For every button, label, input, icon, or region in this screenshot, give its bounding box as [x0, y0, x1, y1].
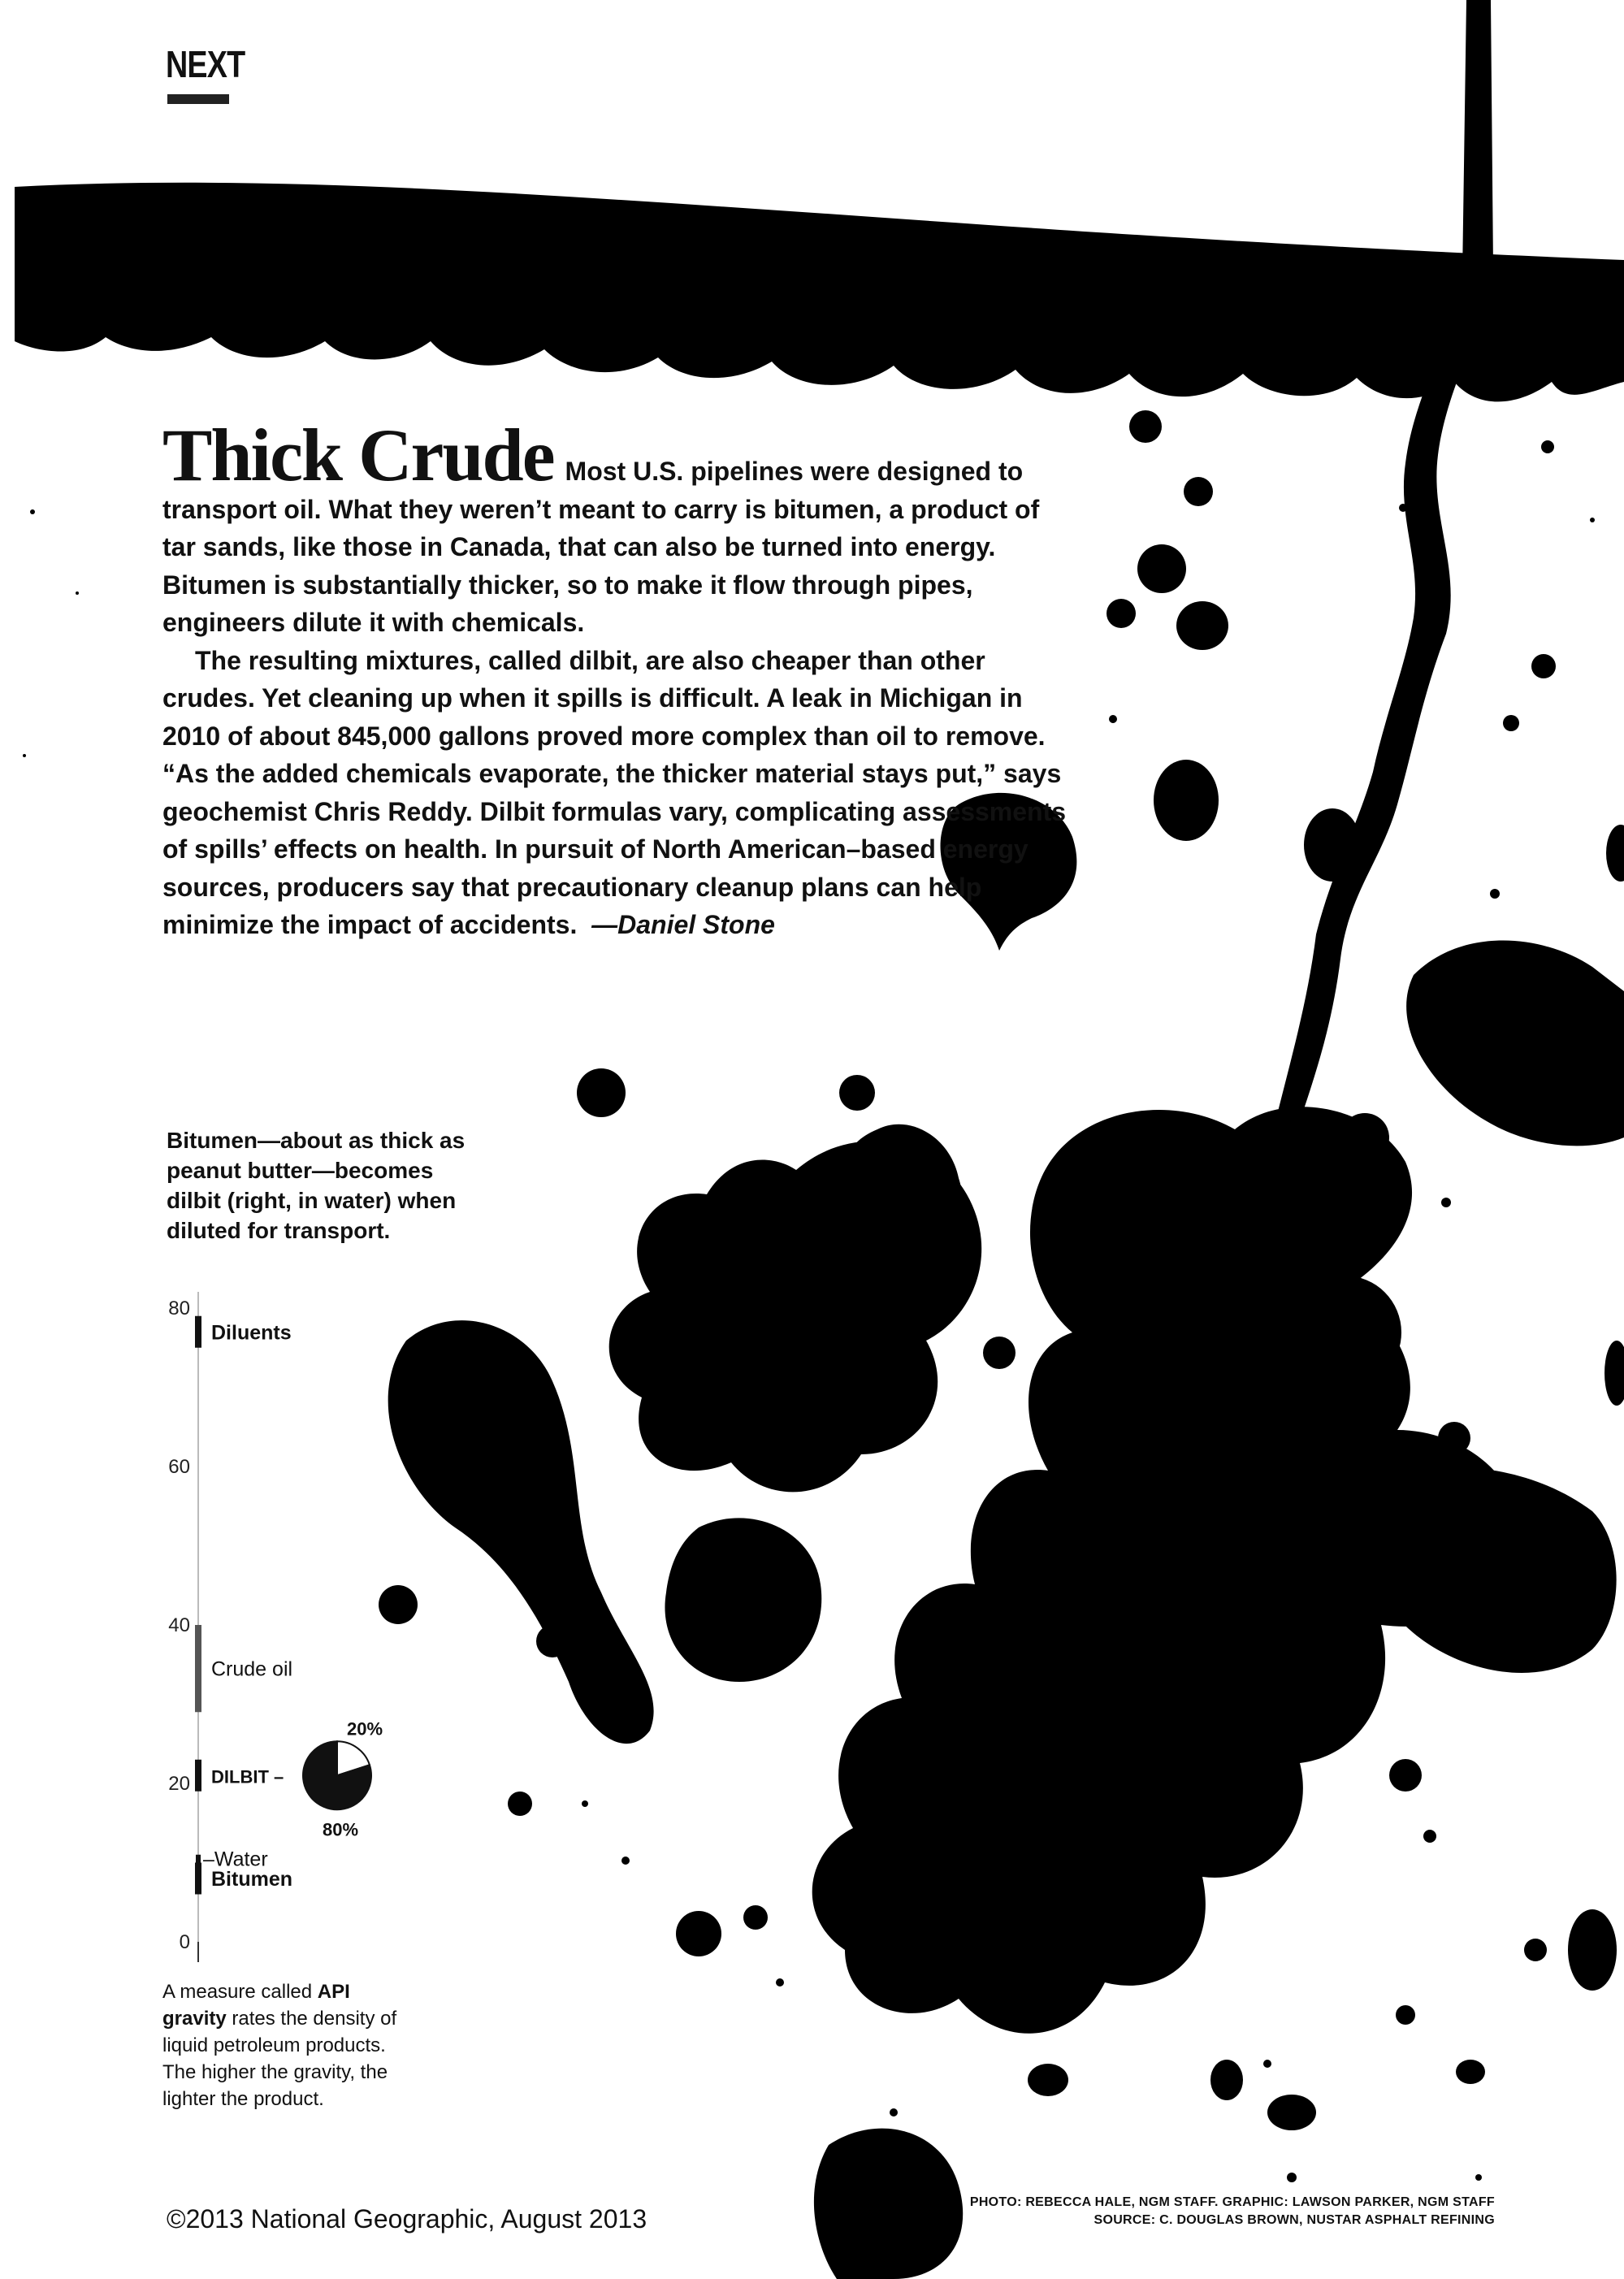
oil-blob-mid — [665, 1518, 821, 1682]
credits-line-1: PHOTO: REBECCA HALE, NGM STAFF. GRAPHIC: LAWSON PARKER, NGM STAFF — [969, 2195, 1495, 2209]
graphic-caption: Bitumen—about as thick as peanut butter—becomes dilbit (right, in water) when diluted for transport. — [167, 1128, 466, 1243]
credits-line-2: SOURCE: C. DOUGLAS BROWN, NUSTAR ASPHALT REFINING — [1093, 2213, 1495, 2227]
chart-band-labels — [203, 1321, 292, 1891]
api-note-after: rates the density of liquid petroleum products. The higher the gravity, the lighter the product. — [162, 2008, 397, 2110]
chart-tick-label: 20 — [168, 1773, 190, 1795]
article-text-1: Most U.S. pipelines were designed to transport oil. What they weren’t meant to carry is bitumen, a product of tar sands, like those in Canada, that can also be turned into energy. Bitumen is substantially thicker, so to make it flow through pipes, engineers dilute it with chemicals. — [162, 457, 1040, 637]
api-gravity-chart — [154, 1276, 414, 1982]
chart-band-label: DILBIT – — [211, 1766, 284, 1787]
chart-tick-label: 80 — [168, 1298, 190, 1319]
chart-band-diluents — [195, 1316, 201, 1348]
section-tag-bar — [167, 94, 229, 104]
chart-tick-label: 60 — [168, 1456, 190, 1478]
article-paragraph-1 — [162, 414, 1072, 642]
pie-label: 20% — [347, 1718, 383, 1740]
copyright-line: ©2013 National Geographic, August 2013 — [167, 2204, 647, 2234]
chart-band-label: Diluents — [211, 1321, 292, 1345]
oil-surface-band — [15, 183, 1624, 402]
oil-blob-sw — [982, 1646, 1114, 1772]
chart-band-label: Bitumen — [211, 1868, 292, 1891]
byline: —Daniel Stone — [591, 910, 775, 939]
headline: Thick Crude — [162, 414, 554, 496]
chart-ticks — [168, 1298, 190, 1953]
oil-blob-right-top — [1406, 941, 1624, 1146]
chart-band-label: –Water — [203, 1848, 268, 1871]
dilbit-pie — [303, 1718, 383, 1839]
article-paragraph-2 — [162, 642, 1072, 944]
chart-band-crude-oil — [195, 1625, 201, 1712]
chart-tick-label: 0 — [179, 1931, 190, 1953]
chart-band-label: Crude oil — [211, 1657, 293, 1681]
api-note-before: A measure called — [162, 1981, 313, 2003]
article-text-2: The resulting mixtures, called dilbit, are also cheaper than other crudes. Yet cleaning up when it spills is difficult. A leak in Michigan in 2010 of about 845,000 gallons proved more complex than oil to remove. “As the added chemicals evaporate, the thicker material stays put,” says geochemist Chris Reddy. Dilbit formulas vary, complicating assessments of spills’ effects on health. In pursuit of North American–based energy sources, producers say that precautionary cleanup plans can help minimize the impact of accidents. — [162, 645, 1067, 939]
oil-tendril-left — [388, 1320, 654, 1744]
api-note-bold: API gravity — [162, 1981, 350, 2030]
chart-band-dilbit — [195, 1760, 201, 1792]
pie-label: 80% — [323, 1819, 359, 1840]
chart-tick-label: 40 — [168, 1614, 190, 1636]
chart-band-water — [196, 1855, 201, 1863]
article-body — [162, 414, 1072, 944]
section-tag: NEXT — [166, 43, 245, 85]
photo-credits — [812, 2194, 1495, 2229]
chart-band-bitumen — [195, 1863, 201, 1895]
api-gravity-note — [162, 1978, 406, 2112]
